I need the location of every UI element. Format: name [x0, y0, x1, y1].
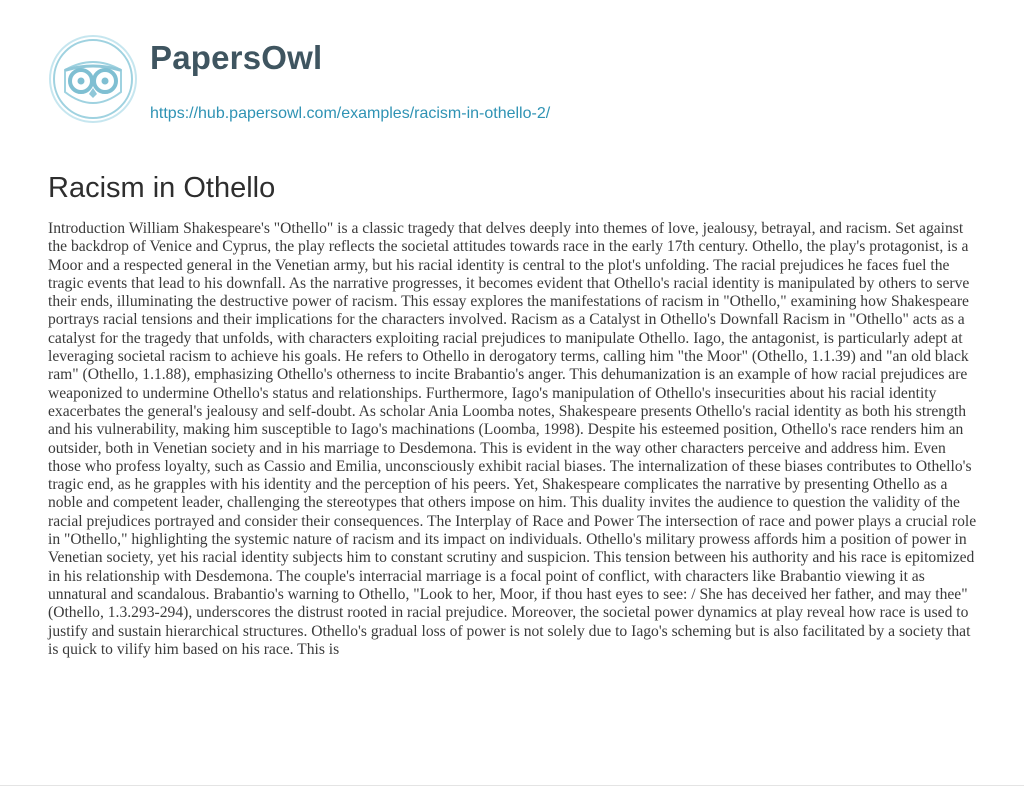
brand — [150, 38, 550, 124]
essay-title: Racism in Othello — [48, 172, 276, 204]
site-header — [48, 34, 550, 144]
owl-logo-icon[interactable] — [48, 34, 138, 124]
essay-body: Introduction William Shakespeare's "Othello" is a classic tragedy that delves deeply into themes of love, jealousy, betrayal, and racism. Set against the backdrop of Venice and Cyprus, the play reflects the societal attitudes towards race in the early 17th century. Othello, the play's protagonist, is a Moor and a respected general in the Venetian army, but his racial identity is central to the plot's unfolding. The racial prejudices he faces fuel the tragic events that lead to his downfall. As the narrative progresses, it becomes evident that Othello's racial identity is manipulated by others to serve their ends, illuminating the destructive power of racism. This essay explores the manifestations of racism in "Othello," examining how Shakespeare portrays racial tensions and their implications for the characters involved. Racism as a Catalyst in Othello's Downfall Racism in "Othello" acts as a catalyst for the tragedy that unfolds, with characters exploiting racial prejudices to manipulate Othello. Iago, the antagonist, is particularly adept at leveraging societal racism to achieve his goals. He refers to Othello in derogatory terms, calling him "the Moor" (Othello, 1.1.39) and "an old black ram" (Othello, 1.1.88), emphasizing Othello's otherness to incite Brabantio's anger. This dehumanization is an example of how racial prejudices are weaponized to undermine Othello's status and relationships. Furthermore, Iago's manipulation of Othello's insecurities about his racial identity exacerbates the general's jealousy and self-doubt. As scholar Ania Loomba notes, Shakespeare presents Othello's racial identity as both his strength and his vulnerability, making him susceptible to Iago's machinations (Loomba, 1998). Despite his esteemed position, Othello's race renders him an outsider, both in Venetian society and in his marriage to Desdemona. This is evident in the way other characters perceive and address him. Even those who profess loyalty, such as Cassio and Emilia, unconsciously exhibit racial biases. The internalization of these biases contributes to Othello's tragic end, as he grapples with his identity and the perception of his peers. Yet, Shakespeare complicates the narrative by presenting Othello as a noble and competent leader, challenging the stereotypes that others impose on him. This duality invites the audience to question the validity of the racial prejudices portrayed and consider their consequences. The Interplay of Race and Power The intersection of race and power plays a crucial role in "Othello," highlighting the systemic nature of racism and its impact on individuals. Othello's military prowess affords him a position of power in Venetian society, yet his racial identity subjects him to constant scrutiny and suspicion. This tension between his authority and his race is epitomized in his relationship with Desdemona. The couple's interracial marriage is a focal point of conflict, with characters like Brabantio viewing it as unnatural and scandalous. Brabantio's warning to Othello, "Look to her, Moor, if thou hast eyes to see: / She has deceived her father, and may thee" (Othello, 1.3.293-294), underscores the distrust rooted in racial prejudice. Moreover, the societal power dynamics at play reveal how race is used to justify and sustain hierarchical structures. Othello's gradual loss of power is not solely due to Iago's scheming but is also facilitated by a society that is quick to vilify him based on his race. This is — [48, 220, 977, 658]
source-url-link[interactable]: https://hub.papersowl.com/examples/racism-in-othello-2/ — [150, 105, 551, 122]
brand-name[interactable]: PapersOwl — [150, 39, 323, 76]
